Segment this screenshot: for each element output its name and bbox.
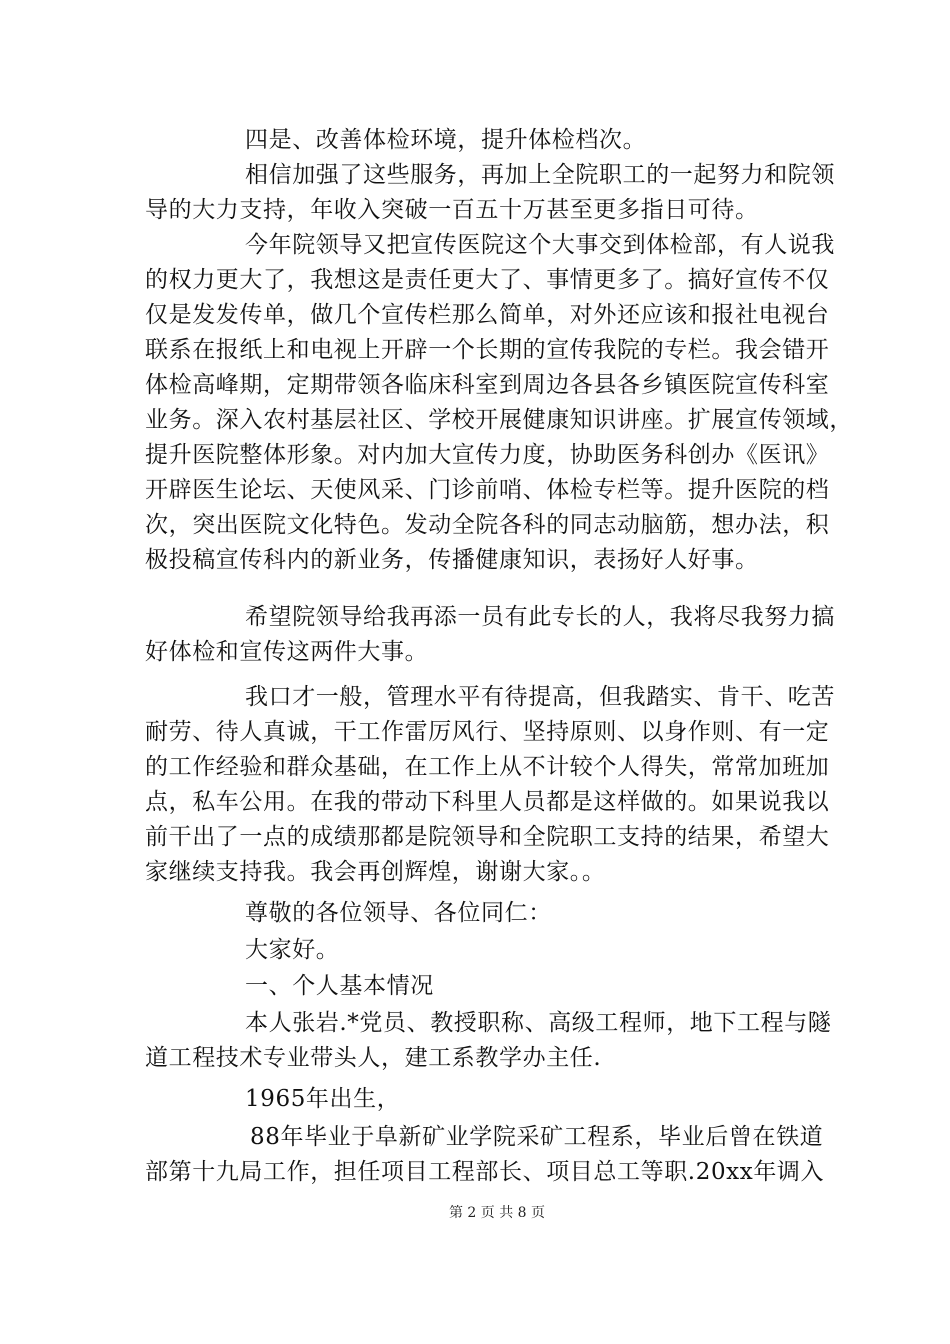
paragraph-line: 88年毕业于阜新矿业学院采矿工程系，毕业后曾在铁道 (250, 1124, 824, 1150)
page-number-footer (0, 1203, 950, 1223)
paragraph-line: 点，私车公用。在我的带动下科里人员都是这样做的。如果说我以 (145, 789, 830, 815)
paragraph-line: 我口才一般，管理水平有待提高，但我踏实、肯干、吃苦 (245, 684, 835, 710)
paragraph-line: 四是、改善体检环境，提升体检档次。 (245, 127, 647, 153)
page-number: 第 2 页 共 8 页 (448, 1205, 546, 1221)
paragraph-line: 体检高峰期，定期带领各临床科室到周边各县各乡镇医院宣传科室 (145, 372, 830, 398)
paragraph-line: 业务。深入农村基层社区、学校开展健康知识讲座。扩展宣传领域， (145, 407, 853, 433)
paragraph-line: 道工程技术专业带头人，建工系教学办主任. (145, 1045, 602, 1071)
paragraph-line: 1965年出生， (245, 1086, 401, 1112)
greeting-line: 大家好。 (245, 937, 340, 963)
paragraph-line: 仅是发发传单，做几个宣传栏那么简单，对外还应该和报社电视台 (145, 302, 830, 328)
salutation-line: 尊敬的各位领导、各位同仁： (245, 900, 552, 926)
paragraph-line: 家继续支持我。我会再创辉煌，谢谢大家。。 (145, 859, 606, 885)
paragraph-line: 相信加强了这些服务，再加上全院职工的一起努力和院领 (245, 162, 835, 188)
paragraph-line: 提升医院整体形象。对内加大宣传力度，协助医务科创办《医讯》 (145, 442, 830, 468)
section-heading: 一、个人基本情况 (245, 973, 434, 999)
paragraph-line: 的工作经验和群众基础，在工作上从不计较个人得失，常常加班加 (145, 754, 830, 780)
paragraph-line: 今年院领导又把宣传医院这个大事交到体检部，有人说我 (245, 232, 835, 258)
paragraph-line: 次，突出医院文化特色。发动全院各科的同志动脑筋，想办法，积 (145, 512, 830, 538)
paragraph-line: 开辟医生论坛、天使风采、门诊前哨、体检专栏等。提升医院的档 (145, 477, 830, 503)
paragraph-line: 的权力更大了，我想这是责任更大了、事情更多了。搞好宣传不仅 (145, 267, 830, 293)
paragraph-line: 部第十九局工作，担任项目工程部长、项目总工等职.20xx年调入 (145, 1159, 825, 1185)
paragraph-line: 希望院领导给我再添一员有此专长的人，我将尽我努力搞 (245, 604, 835, 630)
paragraph-line: 联系在报纸上和电视上开辟一个长期的宣传我院的专栏。我会错开 (145, 337, 830, 363)
paragraph-line: 耐劳、待人真诚，干工作雷厉风行、坚持原则、以身作则、有一定 (145, 719, 830, 745)
paragraph-line: 导的大力支持，年收入突破一百五十万甚至更多指日可待。 (145, 197, 759, 223)
paragraph-line: 极投稿宣传科内的新业务，传播健康知识，表扬好人好事。 (145, 547, 759, 573)
paragraph-line: 好体检和宣传这两件大事。 (145, 639, 429, 665)
paragraph-line: 本人张岩.*党员、教授职称、高级工程师，地下工程与隧 (245, 1010, 832, 1036)
paragraph-line: 前干出了一点的成绩那都是院领导和全院职工支持的结果，希望大 (145, 824, 830, 850)
